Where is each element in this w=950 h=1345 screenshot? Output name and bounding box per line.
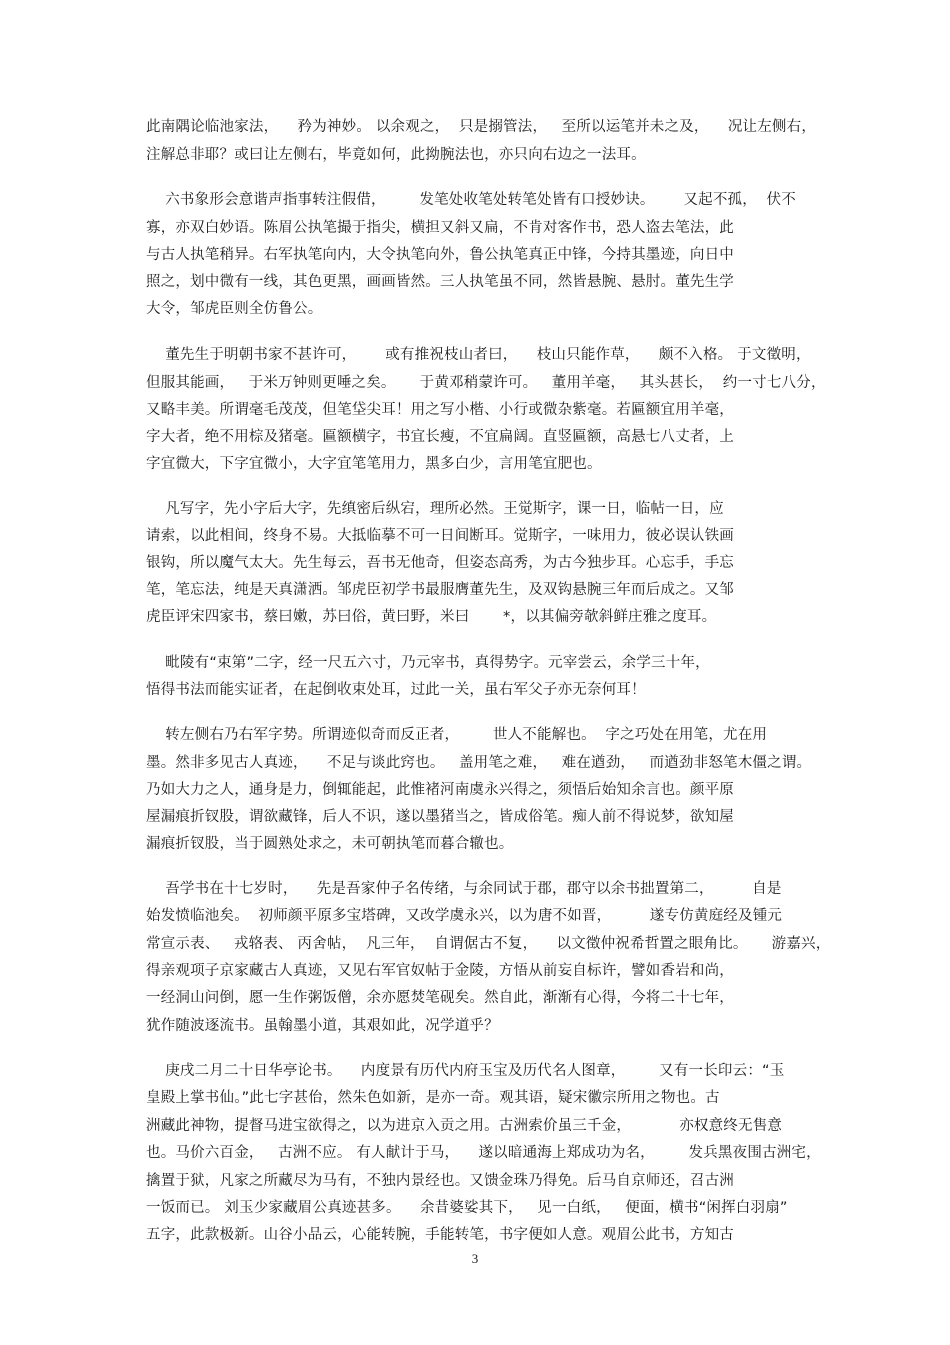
text-line: 照之，划中微有一线，其色更黑，画画皆然。三人执笔虽不同，然皆悬腕、悬肘。董先生学: [146, 274, 734, 290]
text-line: 转左侧右乃右军字势。所谓迹似奇而反正者， 世人不能解也。 字之巧处在用笔，尤在用: [146, 727, 768, 743]
text-line: 字大者，绝不用棕及猪毫。匾额横字，书宜长瘦，不宜扁阔。直竖匾额，高悬七八丈者，上: [146, 429, 734, 445]
text-line: 此南隅论临池家法， 矜为神妙。 以余观之， 只是搦管法， 至所以运笔并未之及， 况让左侧右，: [146, 119, 817, 135]
text-line: 洲藏此神物，提督马进宝欲得之，以为进京入贡之用。古洲索价虽三千金， 亦权意终无售意: [146, 1118, 783, 1134]
text-line: 注解总非耶？或曰让左侧右，毕竟如何，此拗腕法也，亦只向右边之一法耳。: [146, 147, 646, 163]
text-line: 庚戌二月二十日华亭论书。 内度景有历代内府玉宝及历代名人图章， 又有一长印云：“玉: [146, 1063, 785, 1079]
text-line: 虎臣评宋四家书，蔡曰嫩，苏曰俗，黄曰野，米曰 *，以其偏旁欹斜鲜庄雅之度耳。: [146, 609, 717, 625]
text-line: 字宜微大，下字宜微小，大字宜笔笔用力，黑多白少，言用笔宜肥也。: [146, 456, 602, 472]
page-number: 3: [471, 1251, 479, 1266]
text-line: 悟得书法而能实证者，在起倒收束处耳，过此一关，虽右军父子亦无奈何耳！: [146, 682, 646, 698]
text-line: 一饭而已。 刘玉少家藏眉公真迹甚多。 余昔婆娑其下， 见一白纸， 便面，横书“闲挥白羽扇”: [146, 1200, 788, 1216]
text-line: 吾学书在十七岁时， 先是吾家仲子名传绪，与余同试于郡，郡守以余书拙置第二， 自是: [146, 881, 782, 897]
text-line: 犹作随波逐流书。虽翰墨小道，其艰如此，况学道乎？: [146, 1018, 499, 1034]
text-line: 墨。然非多见古人真迹， 不足与谈此窍也。 盖用笔之难， 难在遒劲， 而遒劲非怒笔木僵之谓。: [146, 755, 812, 771]
text-line: 也。马价六百金， 古洲不应。 有人献计于马， 遂以暗通海上郑成功为名， 发兵黑夜围古洲宅，: [146, 1145, 821, 1161]
text-line: 凡写字，先小字后大字，先缜密后纵宕，理所必然。王觉斯字，课一日，临帖一日，应: [146, 501, 724, 517]
text-line: 大令，邹虎臣则全仿鲁公。: [146, 301, 323, 317]
text-line: 五字，此款极新。山谷小品云，心能转腕，手能转笔，书字便如人意。观眉公此书，方知古: [146, 1227, 734, 1243]
text-line: 乃如大力之人，通身是力，倒辄能起，此惟褚河南虞永兴得之，须悟后始知余言也。颜平原: [146, 782, 734, 798]
text-line: 但服其能画， 于米万钟则更唾之矣。 于黄邓稍蒙许可。 董用羊毫， 其头甚长， 约一寸七八分，: [146, 375, 826, 391]
text-line: 擒置于狱，凡家之所藏尽为马有，不独内景经也。又馈金珠乃得免。后马自京师还，召古洲: [146, 1173, 734, 1189]
text-line: 又略丰美。所谓毫毛茂茂，但笔垈尖耳！用之写小楷、小行或微杂紫毫。若匾额宜用羊毫，: [146, 402, 734, 418]
text-line: 皇殿上掌书仙。”此七字甚佁，然朱色如新，是亦一奇。观其语，疑宋徽宗所用之物也。古: [146, 1090, 720, 1106]
text-line: 六书象形会意谐声指事转注假借， 发笔处收笔处转笔处皆有口授妙诀。 又起不孤， 伏不: [146, 192, 796, 208]
text-line: 得亲观项子京家藏古人真迹，又见右军官奴帖于金陵，方悟从前妄自标许，譬如香岩和尚，: [146, 963, 734, 979]
text-line: 始发愤临池矣。 初师颜平原多宝塔碑，又改学虞永兴，以为唐不如晋， 遂专仿黄庭经及锺元: [146, 908, 783, 924]
text-line: 笔，笔忘法，纯是天真潇洒。邹虎臣初学书最服膺董先生，及双钩悬腕三年而后成之。又邹: [146, 582, 734, 598]
text-line: 屋漏痕折钗股，谓欲藏锋，后人不识，遂以墨猪当之，皆成俗笔。痴人前不得说梦，欲知屋: [146, 809, 734, 825]
text-line: 寡，亦双白妙语。陈眉公执笔撮于指尖，横担又斜又扁，不肯对客作书，恐人盗去笔法，此: [146, 220, 734, 236]
text-line: 漏痕折钗股，当于圆熟处求之，未可朝执笔而暮合辙也。: [146, 836, 514, 852]
text-line: 董先生于明朝书家不甚许可， 或有推祝枝山者曰， 枝山只能作草， 颇不入格。 于文徵明，: [146, 347, 811, 363]
text-line: 与古人执笔稍异。右军执笔向内，大令执笔向外，鲁公执笔真正中锋，今持其墨迹，向日中: [146, 247, 734, 263]
text-line: 一经洞山问倒，愿一生作粥饭僧，余亦愿焚笔砚矣。然自此，渐渐有心得，今将二十七年，: [146, 990, 734, 1006]
text-line: 银钩，所以魔气太大。先生每云，吾书无他奇，但姿态高秀，为古今独步耳。心忘手，手忘: [146, 555, 734, 571]
text-line: 常宣示表、 戎辂表、 丙舍帖， 凡三年， 自谓倨古不复， 以文徵仲祝希哲置之眼角比。 游嘉兴，: [146, 936, 831, 952]
text-line: 毗陵有“束第”二字，经一尺五六寸，乃元宰书，真得势字。元宰尝云，余学三十年，: [146, 655, 710, 671]
text-line: 请索，以此相间，终身不易。大抵临摹不可一日间断耳。觉斯字，一味用力，彼必误认铁画: [146, 528, 734, 544]
